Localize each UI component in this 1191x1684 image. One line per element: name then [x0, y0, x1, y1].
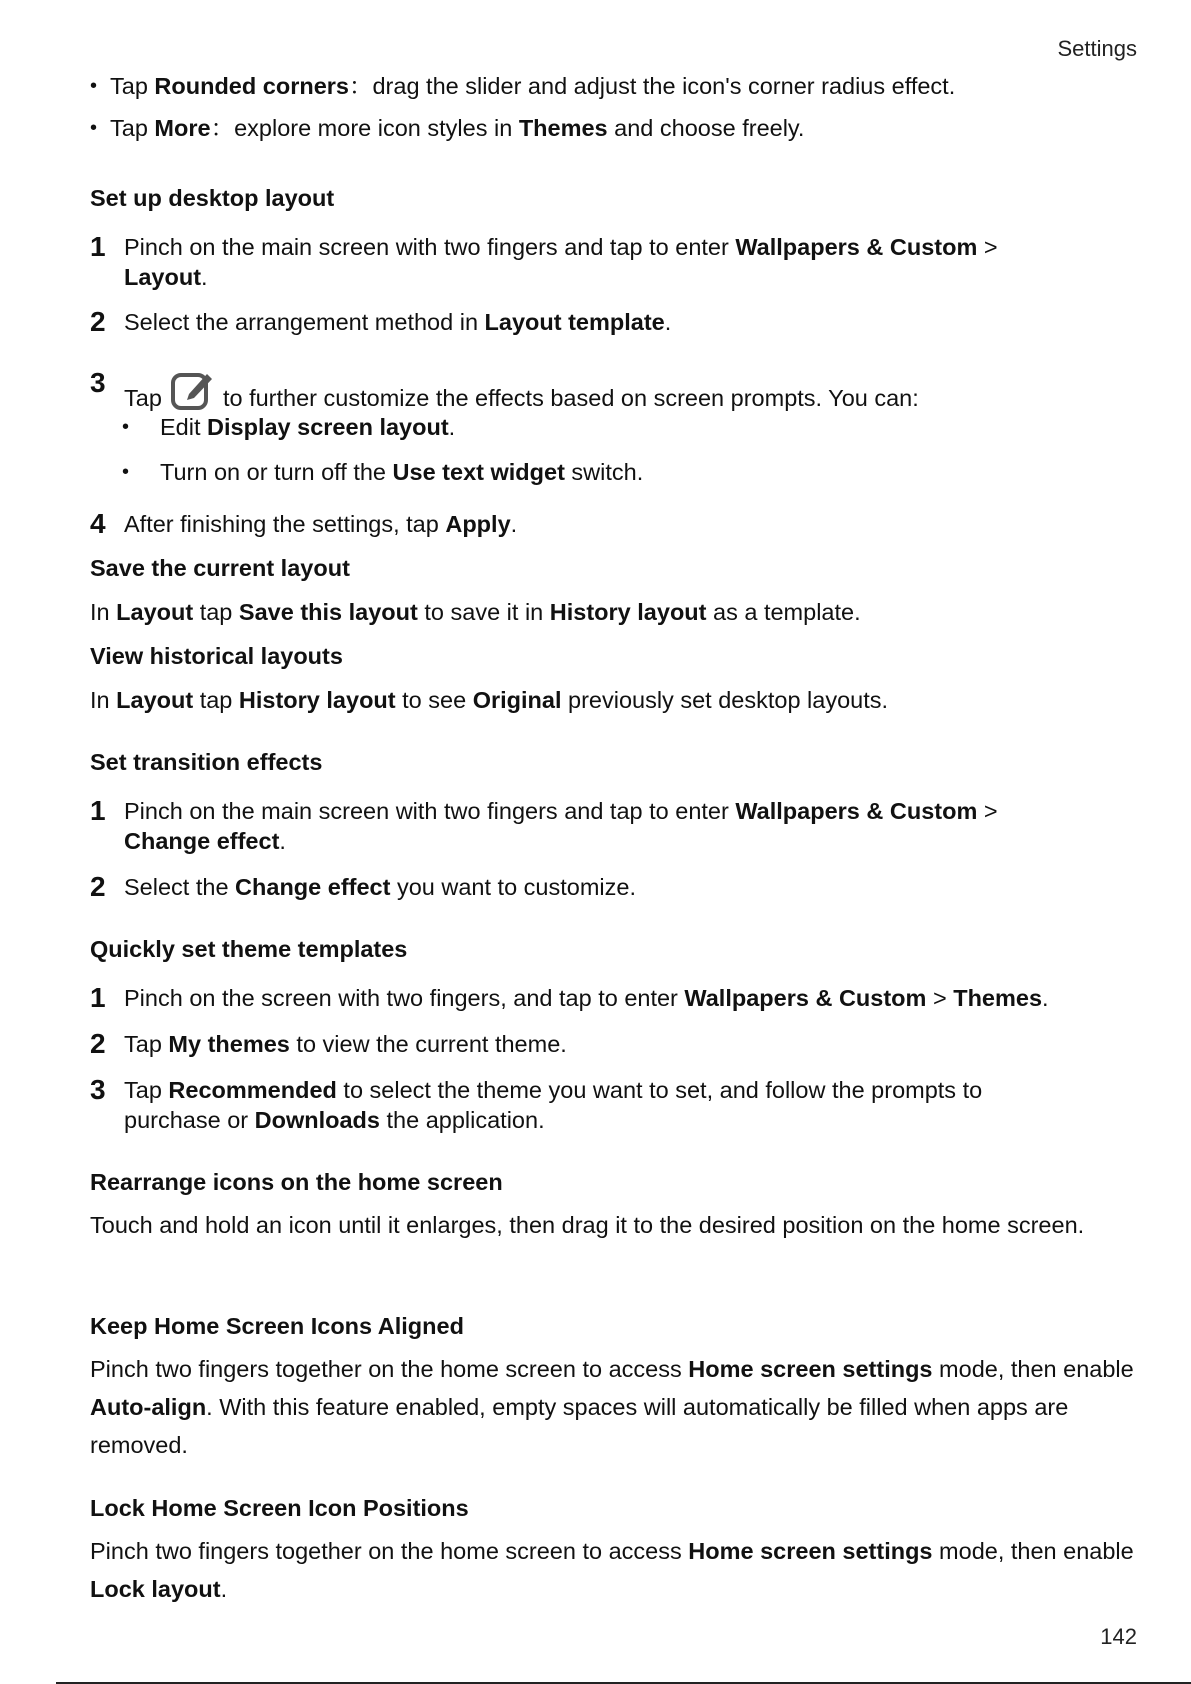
step-number: 3: [90, 1074, 106, 1105]
view-history-text: [90, 685, 1137, 715]
desktop-sub-bullet-1: [90, 412, 1137, 442]
section-title-transition: Set transition effects: [90, 749, 323, 775]
bullet-more: [90, 113, 1137, 143]
step-number: 3: [90, 367, 106, 398]
page-header-section: Settings: [1057, 36, 1137, 61]
bullet-rounded-corners: [90, 71, 1137, 101]
text: After finishing the settings, tap: [124, 511, 446, 537]
bold-text: Home screen settings: [688, 1356, 933, 1382]
text: Tap: [110, 73, 155, 99]
bold-text: Home screen settings: [688, 1538, 933, 1564]
bold-text: Lock layout: [90, 1576, 221, 1602]
text: In: [90, 599, 117, 625]
text: tap: [193, 687, 239, 713]
bold-text: Layout: [116, 687, 194, 713]
text: tap: [193, 599, 239, 625]
bold-text: Themes: [518, 115, 608, 141]
text: In: [90, 687, 117, 713]
text: >: [926, 985, 954, 1011]
text: Pinch on the main screen with two fingers and tap to enter: [124, 234, 736, 260]
text: ：drag the slider and adjust the icon's corner radius effect.: [348, 73, 956, 99]
text: purchase or: [124, 1107, 255, 1133]
bold-text: Downloads: [254, 1107, 380, 1133]
desktop-step-2: [90, 307, 1137, 337]
bold-text: Recommended: [168, 1077, 337, 1103]
text: >: [977, 798, 998, 824]
bold-text: Original: [472, 687, 562, 713]
desktop-step-4: [90, 509, 1137, 539]
text: Pinch on the main screen with two fingers and tap to enter: [124, 798, 736, 824]
section-title-rearrange: Rearrange icons on the home screen: [90, 1169, 503, 1195]
lock-text: [90, 1532, 1137, 1608]
rearrange-text: Touch and hold an icon until it enlarges, then drag it to the desired position on the home screen.: [90, 1212, 1085, 1238]
transition-step-2: [90, 872, 1137, 902]
bold-text: History layout: [238, 687, 396, 713]
bold-text: My themes: [168, 1031, 290, 1057]
bold-text: Display screen layout: [207, 414, 449, 440]
text: .: [1042, 985, 1049, 1011]
bold-text: Layout: [116, 599, 194, 625]
text: you want to customize.: [390, 874, 636, 900]
themes-step-3: [90, 1075, 1137, 1135]
text: Turn on or turn off the: [160, 459, 393, 485]
bold-text: Change effect: [235, 874, 391, 900]
text: .: [448, 414, 456, 440]
save-layout-text: [90, 597, 1137, 627]
step-number: 2: [90, 871, 106, 902]
text: mode, then enable: [932, 1538, 1134, 1564]
text: .: [279, 828, 286, 854]
text: .: [201, 264, 208, 290]
aligned-text: [90, 1350, 1137, 1464]
bold-text: History layout: [549, 599, 707, 625]
section-title-save-layout: Save the current layout: [90, 555, 350, 581]
section-title-view-history: View historical layouts: [90, 643, 343, 669]
edit-icon: [170, 368, 214, 412]
bullet-dot: •: [122, 416, 130, 438]
desktop-step-1: [90, 232, 1137, 292]
text: previously set desktop layouts.: [561, 687, 889, 713]
text: Tap: [124, 1077, 169, 1103]
text: Pinch two fingers together on the home screen to access: [90, 1538, 689, 1564]
text: and choose freely.: [607, 115, 805, 141]
text: .: [220, 1576, 228, 1602]
text: switch.: [564, 459, 644, 485]
step-number: 1: [90, 795, 106, 826]
text: to further customize the effects based on screen prompts. You can:: [216, 385, 919, 411]
text: to view the current theme.: [289, 1031, 567, 1057]
bold-text: More: [154, 115, 211, 141]
text: to select the theme you want to set, and follow the prompts to: [336, 1077, 983, 1103]
desktop-sub-bullet-2: [90, 457, 1137, 487]
text: .: [664, 309, 672, 335]
section-title-desktop-layout: Set up desktop layout: [90, 185, 335, 211]
bullet-dot: •: [90, 117, 98, 139]
step-number: 2: [90, 306, 106, 337]
text: Select the arrangement method in: [124, 309, 485, 335]
desktop-step-3: [90, 368, 1137, 413]
bullet-dot: •: [90, 75, 98, 97]
text: the application.: [379, 1107, 545, 1133]
bold-text: Wallpapers & Custom: [684, 985, 927, 1011]
section-title-themes: Quickly set theme templates: [90, 936, 408, 962]
text: Pinch on the screen with two fingers, and tap to enter: [124, 985, 685, 1011]
text: .: [510, 511, 518, 537]
text: to save it in: [417, 599, 550, 625]
bullet-dot: •: [122, 461, 130, 483]
themes-step-1: [90, 983, 1137, 1013]
bold-text: Auto-align: [90, 1394, 207, 1420]
text: Select the: [124, 874, 236, 900]
text: Tap: [124, 1031, 169, 1057]
step-number: 1: [90, 982, 106, 1013]
bold-text: Themes: [953, 985, 1043, 1011]
bold-text: Layout: [124, 264, 202, 290]
bold-text: Use text widget: [392, 459, 565, 485]
bold-text: Apply: [445, 511, 511, 537]
text: Pinch two fingers together on the home screen to access: [90, 1356, 689, 1382]
section-title-aligned: Keep Home Screen Icons Aligned: [90, 1313, 464, 1339]
bold-text: Wallpapers & Custom: [735, 234, 978, 260]
text: . With this feature enabled, empty spaces will automatically be filled when apps are removed.: [90, 1394, 1069, 1458]
text: mode, then enable: [932, 1356, 1134, 1382]
step-number: 1: [90, 231, 106, 262]
bold-text: Layout template: [484, 309, 665, 335]
step-number: 4: [90, 508, 106, 539]
transition-step-1: [90, 796, 1137, 856]
bold-text: Wallpapers & Custom: [735, 798, 978, 824]
text: ：explore more icon styles in: [210, 115, 519, 141]
page-number: 142: [1100, 1624, 1137, 1649]
section-title-lock: Lock Home Screen Icon Positions: [90, 1495, 469, 1521]
text: to see: [395, 687, 473, 713]
text: >: [977, 234, 998, 260]
text: as a template.: [706, 599, 861, 625]
text: Tap: [110, 115, 155, 141]
text: Tap: [124, 385, 169, 411]
bold-text: Change effect: [124, 828, 280, 854]
bold-text: Save this layout: [238, 599, 418, 625]
bold-text: Rounded corners: [154, 73, 349, 99]
step-number: 2: [90, 1028, 106, 1059]
themes-step-2: [90, 1029, 1137, 1059]
text: Edit: [160, 414, 208, 440]
